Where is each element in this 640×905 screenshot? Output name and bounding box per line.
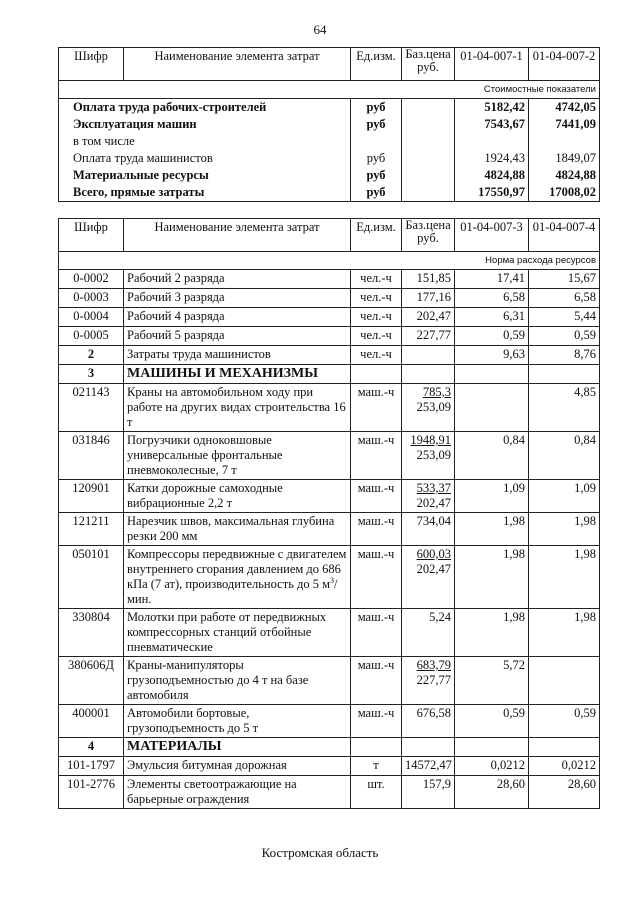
row-name: Элементы светоотражающие на барьерные ограждения bbox=[124, 776, 351, 809]
row-code: 2 bbox=[59, 346, 124, 365]
table-row bbox=[59, 705, 600, 738]
column-header: 01-04-007-4 bbox=[529, 219, 600, 252]
row-name: Компрессоры передвижные с двигателем внутреннего сгорания давлением до 686 кПа (7 ат), производительность до 5 $м^3$/мин. bbox=[124, 546, 351, 609]
row-price: $\frac{1948,91}{253,09}$ bbox=[402, 432, 455, 480]
row-value-2: 8,76 bbox=[529, 346, 600, 365]
region-footer: Костромская область bbox=[261, 845, 379, 860]
row-value-1: 6,31 bbox=[455, 308, 529, 327]
row-name: Погрузчики одноковшовые универсальные фронтальные пневмоколесные, 7 т bbox=[124, 432, 351, 480]
column-header: Шифр bbox=[59, 219, 124, 252]
row-price: 5,24 bbox=[402, 609, 455, 657]
table-row bbox=[59, 657, 600, 705]
table-subheader: Норма расхода ресурсов bbox=[59, 252, 600, 270]
row-unit: маш.-ч bbox=[351, 705, 402, 738]
row-price: $\frac{785,3}{253,09}$ bbox=[402, 384, 455, 432]
row-value-1 bbox=[455, 384, 529, 432]
row-value-1: 5182,42 bbox=[455, 99, 529, 117]
row-unit: руб bbox=[351, 99, 402, 117]
row-value-1 bbox=[455, 365, 529, 384]
row-price bbox=[402, 184, 455, 202]
column-header: Наименование элемента затрат bbox=[124, 219, 351, 252]
row-code: 330804 bbox=[59, 609, 124, 657]
row-code: 121211 bbox=[59, 513, 124, 546]
row-code: 0-0003 bbox=[59, 289, 124, 308]
row-value-2: 17008,02 bbox=[529, 184, 600, 202]
table-row bbox=[59, 384, 600, 432]
column-header: Баз.цена руб. bbox=[402, 48, 455, 81]
table-row bbox=[59, 327, 600, 346]
row-code: 031846 bbox=[59, 432, 124, 480]
row-code: 400001 bbox=[59, 705, 124, 738]
row-value-1: 4824,88 bbox=[455, 167, 529, 184]
column-header: Ед.изм. bbox=[351, 48, 402, 81]
row-value-1: 17550,97 bbox=[455, 184, 529, 202]
row-price: 151,85 bbox=[402, 270, 455, 289]
table-row bbox=[59, 346, 600, 365]
row-price: $\frac{600,03}{202,47}$ bbox=[402, 546, 455, 609]
row-price bbox=[402, 346, 455, 365]
row-value-1: 17,41 bbox=[455, 270, 529, 289]
row-unit: маш.-ч bbox=[351, 657, 402, 705]
row-unit: чел.-ч bbox=[351, 289, 402, 308]
column-header: 01-04-007-2 bbox=[529, 48, 600, 81]
row-unit: чел.-ч bbox=[351, 308, 402, 327]
row-price bbox=[402, 150, 455, 167]
row-value-1: 1924,43 bbox=[455, 150, 529, 167]
row-value-1: 28,60 bbox=[455, 776, 529, 809]
cost-indicators-table bbox=[58, 47, 600, 202]
table-subheader-row bbox=[59, 252, 600, 270]
row-value-2 bbox=[529, 133, 600, 150]
column-header: Ед.изм. bbox=[351, 219, 402, 252]
table-row bbox=[59, 609, 600, 657]
table-row bbox=[59, 513, 600, 546]
row-name: Рабочий 4 разряда bbox=[124, 308, 351, 327]
row-price bbox=[402, 133, 455, 150]
table-row bbox=[59, 167, 600, 184]
row-unit: маш.-ч bbox=[351, 384, 402, 432]
row-value-2: 6,58 bbox=[529, 289, 600, 308]
table-row bbox=[59, 150, 600, 167]
row-value-2: 1,98 bbox=[529, 546, 600, 609]
row-code: 0-0005 bbox=[59, 327, 124, 346]
row-value-2: 1,98 bbox=[529, 513, 600, 546]
table-row bbox=[59, 365, 600, 384]
row-value-1: 5,72 bbox=[455, 657, 529, 705]
row-unit: шт. bbox=[351, 776, 402, 809]
row-name: Рабочий 3 разряда bbox=[124, 289, 351, 308]
row-name: Катки дорожные самоходные вибрационные 2,2 т bbox=[124, 480, 351, 513]
row-price: 227,77 bbox=[402, 327, 455, 346]
column-header: Баз.цена руб. bbox=[402, 219, 455, 252]
table-row bbox=[59, 757, 600, 776]
row-price: $\frac{683,79}{227,77}$ bbox=[402, 657, 455, 705]
row-value-2: 4824,88 bbox=[529, 167, 600, 184]
column-header: Наименование элемента затрат bbox=[124, 48, 351, 81]
page-number: 64 bbox=[313, 22, 327, 37]
row-value-1: 0,59 bbox=[455, 705, 529, 738]
row-unit: маш.-ч bbox=[351, 513, 402, 546]
row-name: Краны на автомобильном ходу при работе на других видах строительства 16 т bbox=[124, 384, 351, 432]
table-row bbox=[59, 289, 600, 308]
row-value-1: 6,58 bbox=[455, 289, 529, 308]
row-name: Автомобили бортовые, грузоподъемность до 5 т bbox=[124, 705, 351, 738]
row-value-2: 7441,09 bbox=[529, 116, 600, 133]
table-row bbox=[59, 776, 600, 809]
row-price: 202,47 bbox=[402, 308, 455, 327]
row-price: 676,58 bbox=[402, 705, 455, 738]
row-unit: маш.-ч bbox=[351, 480, 402, 513]
row-code: 120901 bbox=[59, 480, 124, 513]
row-value-2: 0,59 bbox=[529, 705, 600, 738]
column-header: 01-04-007-3 bbox=[455, 219, 529, 252]
row-unit bbox=[351, 133, 402, 150]
table-row bbox=[59, 133, 600, 150]
row-value-1: 1,98 bbox=[455, 546, 529, 609]
row-unit: маш.-ч bbox=[351, 546, 402, 609]
row-unit: маш.-ч bbox=[351, 432, 402, 480]
row-value-1: 0,84 bbox=[455, 432, 529, 480]
row-name: Краны-манипуляторы грузоподъемностью до 4 т на базе автомобиля bbox=[124, 657, 351, 705]
row-value-2: 1,09 bbox=[529, 480, 600, 513]
row-unit: руб bbox=[351, 116, 402, 133]
row-value-1: 7543,67 bbox=[455, 116, 529, 133]
row-value-1: 9,63 bbox=[455, 346, 529, 365]
row-value-2: 0,59 bbox=[529, 327, 600, 346]
row-name: МАТЕРИАЛЫ bbox=[124, 738, 351, 757]
row-price: 734,04 bbox=[402, 513, 455, 546]
row-value-2 bbox=[529, 657, 600, 705]
row-unit: чел.-ч bbox=[351, 346, 402, 365]
row-price: 14572,47 bbox=[402, 757, 455, 776]
row-value-2: 0,84 bbox=[529, 432, 600, 480]
row-value-1: 1,98 bbox=[455, 609, 529, 657]
row-price: $\frac{533,37}{202,47}$ bbox=[402, 480, 455, 513]
row-name: Рабочий 2 разряда bbox=[124, 270, 351, 289]
row-code: 4 bbox=[59, 738, 124, 757]
table-row bbox=[59, 432, 600, 480]
table-row bbox=[59, 546, 600, 609]
row-code: 380606Д bbox=[59, 657, 124, 705]
row-value-1: 0,0212 bbox=[455, 757, 529, 776]
row-name: Нарезчик швов, максимальная глубина резки 200 мм bbox=[124, 513, 351, 546]
table-row bbox=[59, 99, 600, 117]
table-header-row bbox=[59, 219, 600, 252]
column-header: 01-04-007-1 bbox=[455, 48, 529, 81]
column-header: Шифр bbox=[59, 48, 124, 81]
row-price bbox=[402, 116, 455, 133]
row-value-1: 0,59 bbox=[455, 327, 529, 346]
row-unit: чел.-ч bbox=[351, 270, 402, 289]
row-name: Эксплуатация машин bbox=[59, 116, 351, 133]
row-unit: руб bbox=[351, 184, 402, 202]
row-code: 0-0002 bbox=[59, 270, 124, 289]
row-code: 021143 bbox=[59, 384, 124, 432]
table-row bbox=[59, 308, 600, 327]
table-row bbox=[59, 270, 600, 289]
row-unit: чел.-ч bbox=[351, 327, 402, 346]
row-value-2 bbox=[529, 738, 600, 757]
row-unit bbox=[351, 365, 402, 384]
row-value-2: 4742,05 bbox=[529, 99, 600, 117]
row-value-1: 1,98 bbox=[455, 513, 529, 546]
row-code: 101-1797 bbox=[59, 757, 124, 776]
row-code: 050101 bbox=[59, 546, 124, 609]
row-unit: руб bbox=[351, 167, 402, 184]
row-value-2: 5,44 bbox=[529, 308, 600, 327]
table-row bbox=[59, 480, 600, 513]
row-price: 177,16 bbox=[402, 289, 455, 308]
resource-norms-table bbox=[58, 218, 600, 809]
row-price: 157,9 bbox=[402, 776, 455, 809]
row-value-2: 1849,07 bbox=[529, 150, 600, 167]
table-subheader-row bbox=[59, 81, 600, 99]
row-name: Затраты труда машинистов bbox=[124, 346, 351, 365]
row-price bbox=[402, 365, 455, 384]
row-code: 0-0004 bbox=[59, 308, 124, 327]
table-row bbox=[59, 184, 600, 202]
row-name: Молотки при работе от передвижных компрессорных станций отбойные пневматические bbox=[124, 609, 351, 657]
table-row bbox=[59, 116, 600, 133]
row-unit: т bbox=[351, 757, 402, 776]
row-name: Эмульсия битумная дорожная bbox=[124, 757, 351, 776]
row-value-1 bbox=[455, 133, 529, 150]
row-name: Материальные ресурсы bbox=[59, 167, 351, 184]
row-value-2: 4,85 bbox=[529, 384, 600, 432]
row-value-2: 1,98 bbox=[529, 609, 600, 657]
table-header-row bbox=[59, 48, 600, 81]
row-unit: руб bbox=[351, 150, 402, 167]
row-value-1: 1,09 bbox=[455, 480, 529, 513]
row-value-2: 15,67 bbox=[529, 270, 600, 289]
row-value-1 bbox=[455, 738, 529, 757]
row-value-2: 0,0212 bbox=[529, 757, 600, 776]
row-code: 3 bbox=[59, 365, 124, 384]
row-value-2: 28,60 bbox=[529, 776, 600, 809]
row-value-2 bbox=[529, 365, 600, 384]
table-row bbox=[59, 738, 600, 757]
row-price bbox=[402, 167, 455, 184]
row-name: Всего, прямые затраты bbox=[59, 184, 351, 202]
row-name: в том числе bbox=[59, 133, 351, 150]
row-code: 101-2776 bbox=[59, 776, 124, 809]
row-price bbox=[402, 738, 455, 757]
row-name: МАШИНЫ И МЕХАНИЗМЫ bbox=[124, 365, 351, 384]
row-unit: маш.-ч bbox=[351, 609, 402, 657]
row-name: Оплата труда рабочих-строителей bbox=[59, 99, 351, 117]
row-unit bbox=[351, 738, 402, 757]
row-price bbox=[402, 99, 455, 117]
row-name: Рабочий 5 разряда bbox=[124, 327, 351, 346]
table-subheader: Стоимостные показатели bbox=[59, 81, 600, 99]
row-name: Оплата труда машинистов bbox=[59, 150, 351, 167]
